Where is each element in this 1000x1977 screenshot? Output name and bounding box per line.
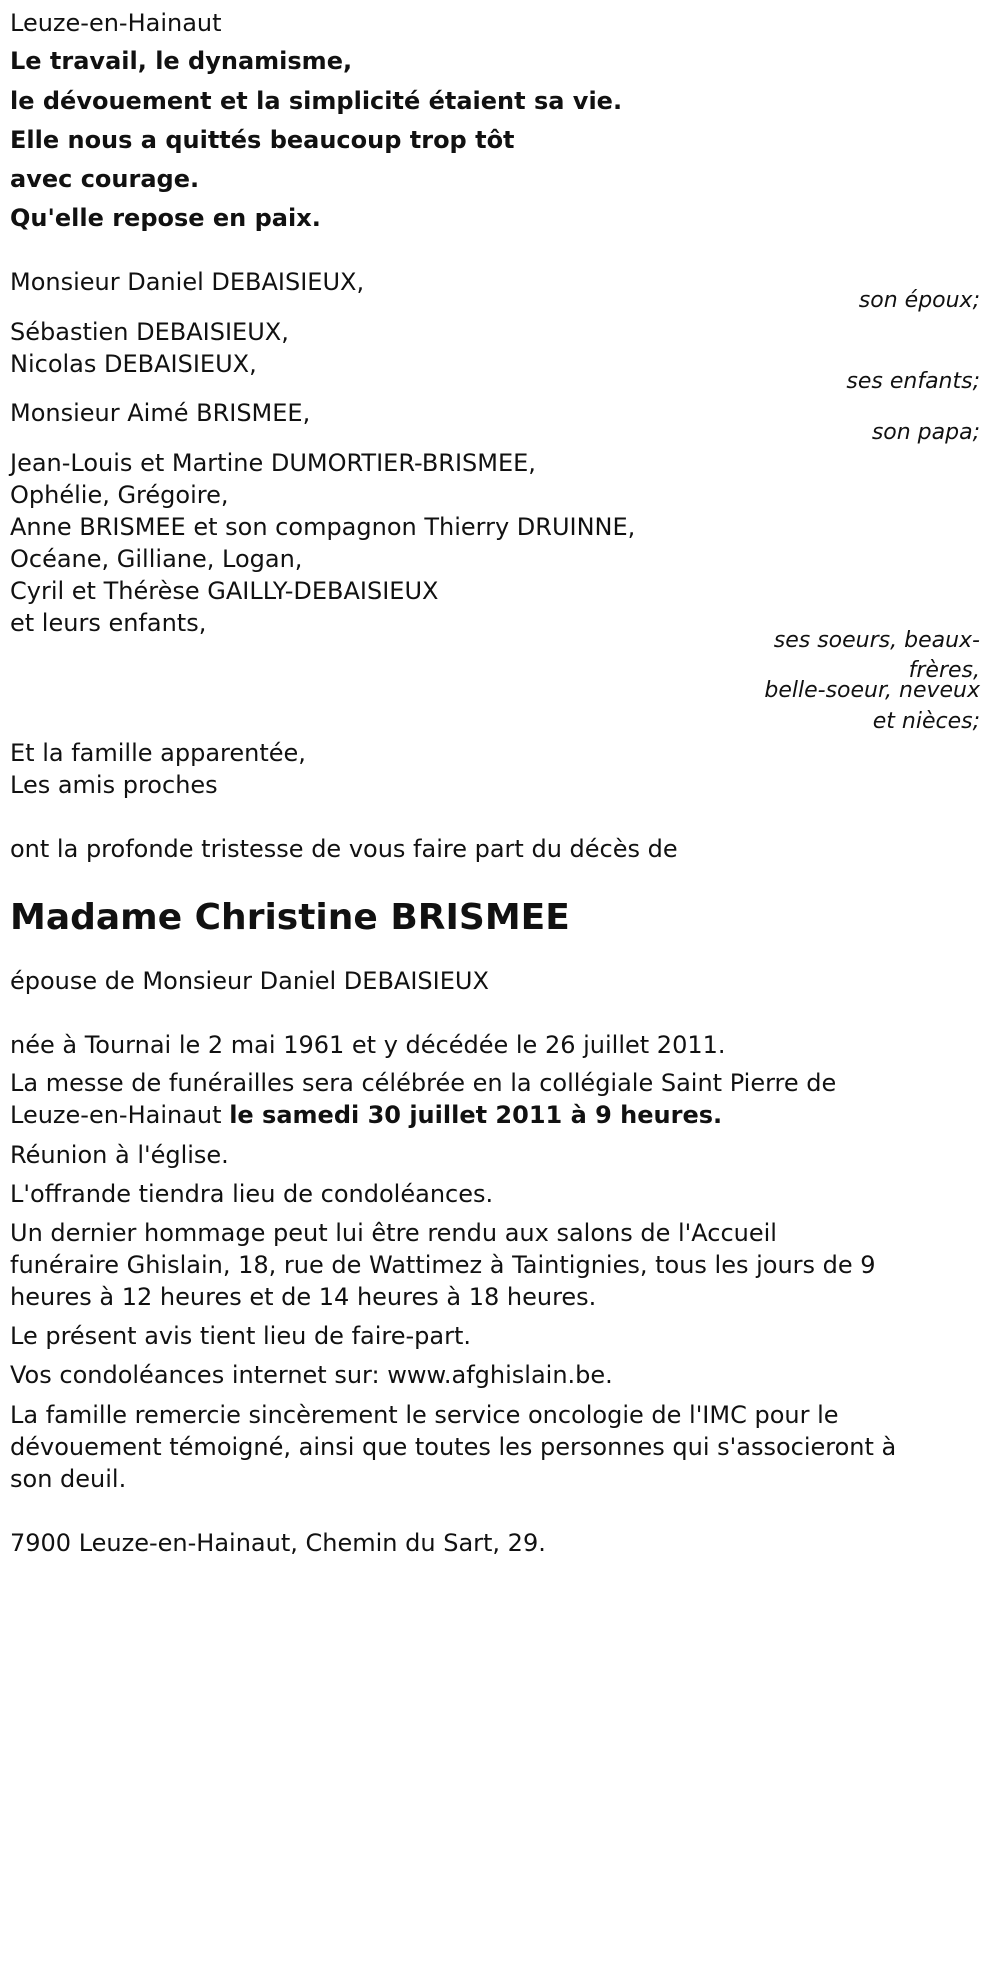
motto-line: avec courage. [10,165,200,193]
birth-death-line: née à Tournai le 2 mai 1961 et y décédée le 26 juillet 2011. [10,1031,726,1059]
tribute-line: funéraire Ghislain, 18, rue de Wattimez à Taintignies, tous les jours de 9 [10,1251,876,1279]
siblings-role: et nièces; [872,709,980,734]
thanks-line: son deuil. [10,1465,127,1493]
children-role: ses enfants; [846,369,980,394]
father-role: son papa; [871,420,980,445]
notice-line: Le présent avis tient lieu de faire-part. [10,1322,472,1350]
siblings-role: ses soeurs, beaux- [773,628,980,653]
address-line: 7900 Leuze-en-Hainaut, Chemin du Sart, 29. [10,1529,546,1557]
tribute-line: heures à 12 heures et de 14 heures à 18 heures. [10,1283,597,1311]
spouse-line: épouse de Monsieur Daniel DEBAISIEUX [10,967,489,995]
siblings-role: belle-soeur, neveux [764,678,980,703]
city-heading: Leuze-en-Hainaut [10,9,222,37]
spouse-name: Monsieur Daniel DEBAISIEUX, [10,268,365,296]
condolences-line: Vos condoléances internet sur: www.afghislain.be. [10,1361,613,1389]
sibling-line: Anne BRISMEE et son compagnon Thierry DRUINNE, [10,513,636,541]
announcement: ont la profonde tristesse de vous faire part du décès de [10,835,678,863]
mass-place: Leuze-en-Hainaut [10,1101,230,1129]
mass-line: La messe de funérailles sera célébrée en la collégiale Saint Pierre de [10,1069,837,1097]
others-line: Les amis proches [10,771,218,799]
motto-line: Qu'elle repose en paix. [10,204,321,232]
sibling-line: et leurs enfants, [10,609,207,637]
motto-line: le dévouement et la simplicité étaient sa vie. [10,87,623,115]
spouse-role: son époux; [858,288,980,313]
sibling-line: Océane, Gilliane, Logan, [10,545,303,573]
thanks-line: dévouement témoigné, ainsi que toutes les personnes qui s'associeront à [10,1433,897,1461]
sibling-line: Cyril et Thérèse GAILLY-DEBAISIEUX [10,577,439,605]
meeting-line: Réunion à l'église. [10,1141,229,1169]
others-line: Et la famille apparentée, [10,739,306,767]
sibling-line: Ophélie, Grégoire, [10,481,229,509]
motto-line: Elle nous a quittés beaucoup trop tôt [10,126,515,154]
deceased-name: Madame Christine BRISMEE [10,897,570,938]
motto-line: Le travail, le dynamisme, [10,47,353,75]
mass-line [10,1100,722,1130]
mass-date: le samedi 30 juillet 2011 à 9 heures. [229,1101,723,1129]
thanks-line: La famille remercie sincèrement le service oncologie de l'IMC pour le [10,1401,839,1429]
sibling-line: Jean-Louis et Martine DUMORTIER-BRISMEE, [10,449,536,477]
offering-line: L'offrande tiendra lieu de condoléances. [10,1180,494,1208]
tribute-line: Un dernier hommage peut lui être rendu aux salons de l'Accueil [10,1219,777,1247]
child-name: Sébastien DEBAISIEUX, [10,318,289,346]
father-name: Monsieur Aimé BRISMEE, [10,399,311,427]
child-name: Nicolas DEBAISIEUX, [10,350,257,378]
siblings-role: frères, [908,658,980,683]
